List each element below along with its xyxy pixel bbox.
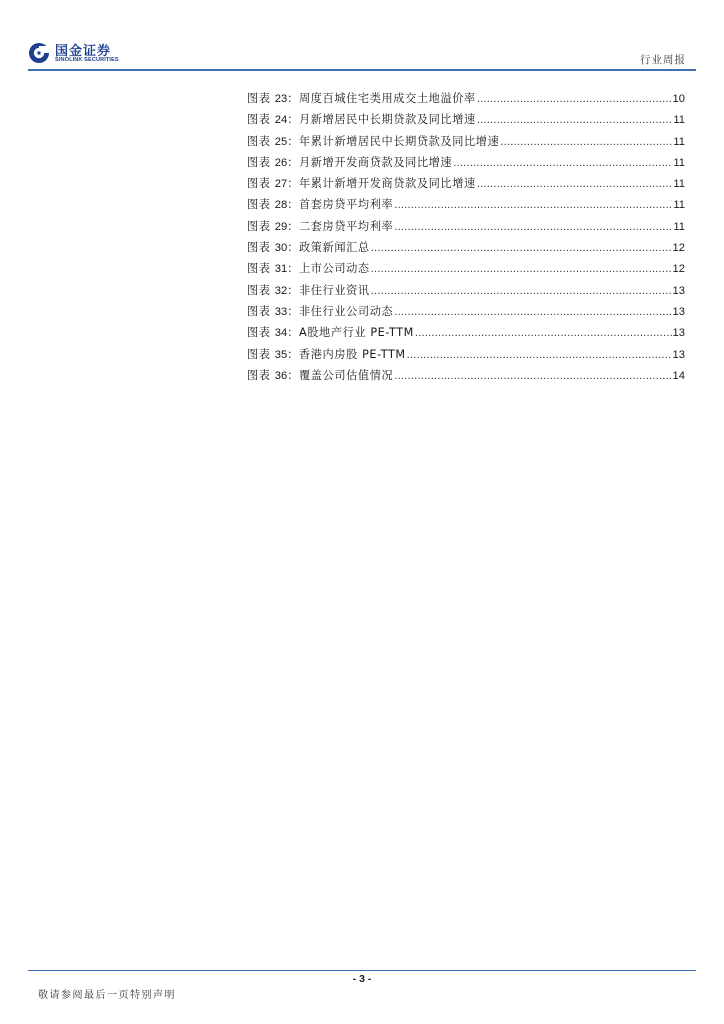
toc-entry-label: 图表: [247, 198, 271, 212]
toc-entry-page: 11: [673, 114, 685, 127]
toc-entry-number: 32: [274, 284, 288, 297]
disclaimer-text: 敬请参阅最后一页特别声明: [38, 990, 176, 1001]
footer-divider: [28, 970, 696, 971]
toc-entry-page: 11: [673, 156, 685, 169]
logo-chinese-name: 国金证券: [55, 44, 112, 59]
toc-entry-colon: ：: [287, 347, 299, 361]
toc-entry[interactable]: [247, 344, 685, 365]
toc-entry-page: 10: [672, 93, 685, 105]
toc-entry-label: 图表: [247, 155, 271, 169]
toc-entry[interactable]: [247, 109, 685, 130]
toc-entry-colon: ：: [287, 155, 299, 169]
logo-english-name: SINOLINK SECURITIES: [55, 57, 119, 63]
toc-entry[interactable]: [247, 194, 685, 215]
toc-leader-dots: [371, 259, 672, 280]
toc-entry-number: 29: [274, 220, 288, 233]
toc-entry-number: 25: [274, 135, 288, 148]
toc-entry[interactable]: [247, 258, 685, 279]
toc-entry-text: 覆盖公司估值情况: [298, 368, 394, 382]
toc-leader-dots: [453, 153, 672, 174]
toc-leader-dots: [394, 195, 672, 216]
toc-entry-text: 政策新闻汇总: [298, 241, 370, 255]
toc-leader-dots: [394, 366, 671, 387]
toc-entry-title: [247, 344, 406, 366]
toc-entry-number: 36: [274, 369, 288, 382]
toc-entry-number: 35: [274, 348, 288, 361]
toc-leader-dots: [477, 89, 672, 110]
toc-entry-label: 图表: [247, 368, 271, 382]
toc-entry-title: [247, 109, 476, 131]
toc-entry-text: 香港内房股 PE-TTM: [298, 347, 406, 361]
toc-entry[interactable]: [247, 173, 685, 194]
toc-entry-colon: ：: [287, 326, 299, 340]
toc-entry-number: 27: [274, 178, 288, 191]
toc-leader-dots: [407, 345, 672, 366]
toc-entry[interactable]: [247, 301, 685, 322]
toc-entry-text: 月新增居民中长期贷款及同比增速: [298, 113, 476, 127]
toc-entry-title: [247, 301, 393, 323]
toc-entry-colon: ：: [287, 92, 299, 105]
toc-entry[interactable]: [247, 322, 685, 343]
toc-leader-dots: [394, 302, 671, 323]
toc-leader-dots: [371, 281, 672, 302]
toc-entry-label: 图表: [247, 347, 271, 361]
toc-entry[interactable]: [247, 88, 685, 109]
toc-entry-text: 非住行业资讯: [298, 283, 370, 297]
toc-entry-colon: ：: [287, 177, 299, 191]
toc-entry-page: 14: [672, 369, 685, 382]
toc-entry[interactable]: [247, 365, 685, 386]
toc-entry-colon: ：: [287, 113, 299, 127]
toc-entry-label: 图表: [247, 177, 271, 191]
toc-entry-label: 图表: [247, 241, 271, 255]
toc-entry-number: 30: [274, 242, 288, 255]
toc-entry-colon: ：: [287, 368, 299, 382]
toc-entry-page: 13: [672, 284, 685, 297]
toc-entry-label: 图表: [247, 304, 271, 318]
toc-entry-label: 图表: [247, 134, 271, 148]
toc-entry-title: [247, 258, 370, 280]
toc-entry-title: [247, 173, 476, 195]
toc-entry-text: 月新增开发商贷款及同比增速: [298, 155, 453, 169]
toc-entry-title: [247, 88, 476, 110]
toc-entry-label: 图表: [247, 262, 271, 276]
toc-entry-title: [247, 280, 370, 302]
toc-entry-title: [247, 322, 414, 344]
toc-entry-title: [247, 216, 393, 238]
toc-entry-page: 11: [673, 178, 685, 191]
toc-entry-text: 非住行业公司动态: [298, 304, 394, 318]
toc-entry-number: 33: [274, 305, 288, 318]
toc-entry-page: 13: [672, 327, 685, 340]
toc-entry-page: 13: [672, 348, 685, 361]
toc-entry-page: 12: [672, 242, 685, 255]
toc-entry-page: 11: [673, 135, 685, 148]
toc-entry-colon: ：: [287, 262, 299, 276]
toc-leader-dots: [371, 238, 672, 259]
toc-entry-page: 11: [673, 220, 685, 233]
toc-entry-number: 28: [274, 199, 288, 212]
toc-entry-label: 图表: [247, 283, 271, 297]
toc-entry[interactable]: [247, 237, 685, 258]
report-type-label: 行业周报: [640, 54, 686, 66]
toc-entry[interactable]: [247, 280, 685, 301]
toc-entry-label: 图表: [247, 326, 271, 340]
toc-entry-number: 34: [274, 327, 288, 340]
toc-entry[interactable]: [247, 131, 685, 152]
toc-entry-title: [247, 152, 452, 174]
toc-entry-text: 年累计新增开发商贷款及同比增速: [298, 177, 476, 191]
toc-entry-colon: ：: [287, 198, 299, 212]
toc-leader-dots: [500, 132, 672, 153]
toc-leader-dots: [415, 323, 672, 344]
company-logo: [28, 40, 132, 68]
toc-entry[interactable]: [247, 216, 685, 237]
toc-entry-page: 12: [672, 263, 685, 276]
toc-entry-colon: ：: [287, 304, 299, 318]
toc-entry-text: 周度百城住宅类用成交土地溢价率: [298, 92, 476, 105]
toc-entry-colon: ：: [287, 283, 299, 297]
toc-entry-text: A股地产行业 PE-TTM: [298, 326, 414, 340]
toc-entry-text: 二套房贷平均利率: [298, 219, 394, 233]
toc-entry-number: 31: [274, 263, 288, 276]
toc-entry-colon: ：: [287, 134, 299, 148]
toc-entry-title: [247, 365, 393, 387]
toc-entry-page: 11: [673, 199, 685, 212]
toc-entry-page: 13: [672, 305, 685, 318]
toc-entry-title: [247, 131, 499, 153]
toc-entry-colon: ：: [287, 241, 299, 255]
toc-entry-colon: ：: [287, 219, 299, 233]
toc-leader-dots: [477, 174, 673, 195]
toc-entry-text: 上市公司动态: [298, 262, 370, 276]
toc-leader-dots: [394, 217, 672, 238]
toc-entry[interactable]: [247, 152, 685, 173]
sinolink-logo-icon: [28, 42, 50, 64]
toc-entry-text: 首套房贷平均利率: [298, 198, 394, 212]
header-divider: [28, 69, 696, 71]
toc-entry-title: [247, 194, 393, 216]
toc-entry-number: 26: [274, 156, 288, 169]
toc-entry-title: [247, 237, 370, 259]
chart-index-list: [247, 88, 685, 386]
toc-leader-dots: [477, 110, 673, 131]
toc-entry-number: 23: [274, 93, 288, 105]
toc-entry-label: 图表: [247, 92, 271, 105]
toc-entry-text: 年累计新增居民中长期贷款及同比增速: [298, 134, 500, 148]
page-header: [0, 0, 724, 72]
page-number: - 3 -: [352, 973, 372, 985]
toc-entry-label: 图表: [247, 219, 271, 233]
toc-entry-label: 图表: [247, 113, 271, 127]
toc-entry-number: 24: [274, 114, 288, 127]
